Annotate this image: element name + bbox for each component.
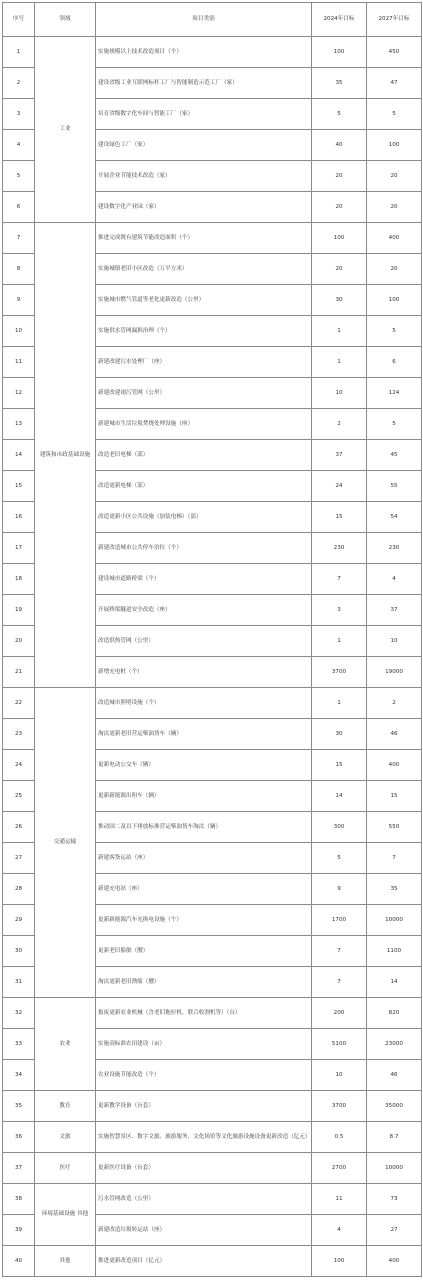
header-category: 项目类别	[96, 3, 312, 37]
cell-2027-target: 37	[367, 595, 422, 626]
cell-category: 新建城市生活垃圾焚烧处理设施（座）	[96, 409, 312, 440]
cell-category: 建设绿色工厂（家）	[96, 130, 312, 161]
cell-field: 教育	[35, 1091, 96, 1122]
cell-category: 建设省级工业互联网标杆工厂与智能制造示范工厂（家）	[96, 68, 312, 99]
header-2027-target: 2027年目标	[367, 3, 422, 37]
cell-2024-target: 5	[312, 843, 367, 874]
cell-2027-target: 73	[367, 1184, 422, 1215]
cell-category: 实施城市燃气管道等老化更新改造（公里）	[96, 285, 312, 316]
cell-2024-target: 3700	[312, 657, 367, 688]
cell-serial: 19	[3, 595, 35, 626]
cell-category: 实施智慧景区、数字文旅、旅游服务、文化场馆等文化旅游设施设备更新改造（亿元）	[96, 1122, 312, 1153]
cell-category: 推进更新改造项目（亿元）	[96, 1246, 312, 1277]
table-row	[3, 1246, 422, 1277]
cell-2027-target: 550	[367, 812, 422, 843]
cell-2024-target: 200	[312, 998, 367, 1029]
cell-2027-target: 10000	[367, 905, 422, 936]
cell-2027-target: 8.7	[367, 1122, 422, 1153]
cell-serial: 25	[3, 781, 35, 812]
cell-2027-target: 55	[367, 471, 422, 502]
cell-2027-target: 5	[367, 409, 422, 440]
cell-category: 报废更新农业机械（含老旧拖拉机、联合收割机等）（台）	[96, 998, 312, 1029]
cell-2027-target: 5	[367, 316, 422, 347]
cell-serial: 24	[3, 750, 35, 781]
cell-2027-target: 46	[367, 1060, 422, 1091]
cell-2027-target: 100	[367, 130, 422, 161]
cell-serial: 14	[3, 440, 35, 471]
cell-2024-target: 30	[312, 719, 367, 750]
cell-2024-target: 3	[312, 595, 367, 626]
cell-category: 污水管网改造（公里）	[96, 1184, 312, 1215]
cell-2027-target: 124	[367, 378, 422, 409]
cell-category: 培育省级数字化车间与智能工厂（家）	[96, 99, 312, 130]
cell-2024-target: 10	[312, 1060, 367, 1091]
cell-category: 新建客货运站（座）	[96, 843, 312, 874]
cell-category: 改造供热管网（公里）	[96, 626, 312, 657]
cell-2024-target: 3700	[312, 1091, 367, 1122]
cell-category: 建设数字化产业园（家）	[96, 192, 312, 223]
cell-serial: 13	[3, 409, 35, 440]
cell-2024-target: 30	[312, 285, 367, 316]
cell-category: 推进完成既有建筑节能改造面积（个）	[96, 223, 312, 254]
cell-2027-target: 54	[367, 502, 422, 533]
cell-category: 实施高标准农田建设（亩）	[96, 1029, 312, 1060]
cell-category: 新增充电桩（个）	[96, 657, 312, 688]
cell-serial: 12	[3, 378, 35, 409]
cell-2027-target: 19000	[367, 657, 422, 688]
cell-2024-target: 11	[312, 1184, 367, 1215]
cell-2027-target: 45	[367, 440, 422, 471]
cell-category: 改造城市照明设施（个）	[96, 688, 312, 719]
cell-2024-target: 100	[312, 37, 367, 68]
cell-2027-target: 15	[367, 781, 422, 812]
cell-2024-target: 1700	[312, 905, 367, 936]
cell-serial: 27	[3, 843, 35, 874]
cell-serial: 4	[3, 130, 35, 161]
cell-2027-target: 5	[367, 99, 422, 130]
cell-2024-target: 1	[312, 626, 367, 657]
cell-2024-target: 7	[312, 564, 367, 595]
cell-category: 改造老旧电梯（部）	[96, 440, 312, 471]
cell-serial: 39	[3, 1215, 35, 1246]
table-body	[3, 37, 422, 1277]
cell-category: 淘汰更新老旧营运柴油货车（辆）	[96, 719, 312, 750]
cell-category: 更新医疗设备（台套）	[96, 1153, 312, 1184]
cell-2027-target: 2	[367, 688, 422, 719]
cell-field: 其他	[35, 1246, 96, 1277]
table-row	[3, 688, 422, 719]
cell-2027-target: 1100	[367, 936, 422, 967]
table-row	[3, 1184, 422, 1215]
cell-category: 农业设施节能改造（个）	[96, 1060, 312, 1091]
header-serial: 序号	[3, 3, 35, 37]
cell-category: 实施城镇老旧小区改造（万平方米）	[96, 254, 312, 285]
cell-category: 更新教学设备（台套）	[96, 1091, 312, 1122]
cell-2024-target: 0.5	[312, 1122, 367, 1153]
cell-serial: 15	[3, 471, 35, 502]
cell-serial: 40	[3, 1246, 35, 1277]
cell-serial: 30	[3, 936, 35, 967]
cell-2027-target: 4	[367, 564, 422, 595]
cell-category: 新建改建雨污管网（公里）	[96, 378, 312, 409]
cell-serial: 3	[3, 99, 35, 130]
cell-2024-target: 37	[312, 440, 367, 471]
cell-2027-target: 10	[367, 626, 422, 657]
cell-serial: 21	[3, 657, 35, 688]
cell-serial: 9	[3, 285, 35, 316]
cell-2027-target: 20	[367, 161, 422, 192]
cell-2027-target: 35	[367, 874, 422, 905]
cell-2024-target: 10	[312, 378, 367, 409]
cell-serial: 37	[3, 1153, 35, 1184]
cell-2024-target: 2	[312, 409, 367, 440]
cell-category: 建设城市道路桥梁（个）	[96, 564, 312, 595]
cell-serial: 11	[3, 347, 35, 378]
cell-2027-target: 820	[367, 998, 422, 1029]
cell-category: 推动国二及以下排放标准营运柴油货车淘汰（辆）	[96, 812, 312, 843]
cell-serial: 20	[3, 626, 35, 657]
cell-2024-target: 7	[312, 967, 367, 998]
cell-2027-target: 47	[367, 68, 422, 99]
cell-category: 更新电动公交车（辆）	[96, 750, 312, 781]
cell-2027-target: 20	[367, 254, 422, 285]
cell-serial: 8	[3, 254, 35, 285]
cell-category: 淘汰更新老旧渔船（艘）	[96, 967, 312, 998]
cell-2027-target: 23000	[367, 1029, 422, 1060]
cell-2024-target: 20	[312, 254, 367, 285]
cell-2024-target: 5	[312, 99, 367, 130]
cell-category: 实施供水管网漏损治理（个）	[96, 316, 312, 347]
cell-2024-target: 15	[312, 750, 367, 781]
cell-2024-target: 20	[312, 161, 367, 192]
cell-serial: 32	[3, 998, 35, 1029]
cell-2024-target: 14	[312, 781, 367, 812]
cell-2027-target: 6	[367, 347, 422, 378]
cell-serial: 33	[3, 1029, 35, 1060]
table-row	[3, 1122, 422, 1153]
cell-2024-target: 9	[312, 874, 367, 905]
cell-2024-target: 1	[312, 316, 367, 347]
cell-field: 工业	[35, 37, 96, 223]
cell-2024-target: 230	[312, 533, 367, 564]
cell-2024-target: 40	[312, 130, 367, 161]
table-row	[3, 1153, 422, 1184]
cell-2024-target: 5100	[312, 1029, 367, 1060]
header-field: 领域	[35, 3, 96, 37]
cell-2027-target: 7	[367, 843, 422, 874]
cell-serial: 5	[3, 161, 35, 192]
target-table	[2, 2, 422, 1277]
cell-2024-target: 1	[312, 688, 367, 719]
cell-category: 更新新能源出租车（辆）	[96, 781, 312, 812]
cell-serial: 18	[3, 564, 35, 595]
cell-2027-target: 400	[367, 750, 422, 781]
cell-2027-target: 230	[367, 533, 422, 564]
table-row	[3, 998, 422, 1029]
cell-serial: 26	[3, 812, 35, 843]
cell-field: 环境基础设施 其他	[35, 1184, 96, 1246]
cell-category: 新建改造城市公共停车泊位（个）	[96, 533, 312, 564]
cell-serial: 28	[3, 874, 35, 905]
cell-2024-target: 100	[312, 1246, 367, 1277]
cell-category: 更新新能源汽车充换电设施（个）	[96, 905, 312, 936]
cell-category: 开展企业节能技术改造（家）	[96, 161, 312, 192]
cell-category: 改造更新小区公共设施（加装电梯）（部）	[96, 502, 312, 533]
cell-serial: 7	[3, 223, 35, 254]
cell-2027-target: 46	[367, 719, 422, 750]
cell-serial: 38	[3, 1184, 35, 1215]
table-row	[3, 37, 422, 68]
cell-serial: 17	[3, 533, 35, 564]
header-row	[3, 3, 422, 37]
cell-serial: 10	[3, 316, 35, 347]
cell-serial: 22	[3, 688, 35, 719]
cell-2024-target: 35	[312, 68, 367, 99]
cell-2024-target: 300	[312, 812, 367, 843]
cell-2027-target: 35000	[367, 1091, 422, 1122]
cell-serial: 16	[3, 502, 35, 533]
cell-2027-target: 14	[367, 967, 422, 998]
cell-2027-target: 100	[367, 285, 422, 316]
cell-field: 文旅	[35, 1122, 96, 1153]
header-2024-target: 2024年目标	[312, 3, 367, 37]
cell-2027-target: 450	[367, 37, 422, 68]
cell-2027-target: 10000	[367, 1153, 422, 1184]
cell-serial: 31	[3, 967, 35, 998]
cell-serial: 36	[3, 1122, 35, 1153]
cell-2024-target: 100	[312, 223, 367, 254]
cell-field: 医疗	[35, 1153, 96, 1184]
cell-field: 交通运输	[35, 688, 96, 998]
cell-category: 改造更新电梯（部）	[96, 471, 312, 502]
cell-category: 更新老旧船舶（艘）	[96, 936, 312, 967]
cell-serial: 23	[3, 719, 35, 750]
cell-2024-target: 2700	[312, 1153, 367, 1184]
cell-2024-target: 24	[312, 471, 367, 502]
cell-category: 新建充电站（座）	[96, 874, 312, 905]
cell-category: 开展桥梁隧道安全改造（座）	[96, 595, 312, 626]
cell-category: 新建改建污水处理厂（座）	[96, 347, 312, 378]
cell-category: 实施规模以上技术改造项目（个）	[96, 37, 312, 68]
table-row	[3, 223, 422, 254]
cell-field: 农业	[35, 998, 96, 1091]
cell-2024-target: 15	[312, 502, 367, 533]
cell-2027-target: 400	[367, 1246, 422, 1277]
cell-2024-target: 4	[312, 1215, 367, 1246]
cell-2024-target: 7	[312, 936, 367, 967]
cell-serial: 34	[3, 1060, 35, 1091]
cell-2024-target: 20	[312, 192, 367, 223]
cell-field: 建筑和市政基础设施	[35, 223, 96, 688]
cell-2027-target: 400	[367, 223, 422, 254]
cell-category: 新建改造垃圾转运站（座）	[96, 1215, 312, 1246]
cell-serial: 1	[3, 37, 35, 68]
cell-serial: 35	[3, 1091, 35, 1122]
cell-serial: 2	[3, 68, 35, 99]
cell-2027-target: 27	[367, 1215, 422, 1246]
cell-serial: 29	[3, 905, 35, 936]
cell-2024-target: 1	[312, 347, 367, 378]
cell-serial: 6	[3, 192, 35, 223]
table-row	[3, 1091, 422, 1122]
cell-2027-target: 20	[367, 192, 422, 223]
